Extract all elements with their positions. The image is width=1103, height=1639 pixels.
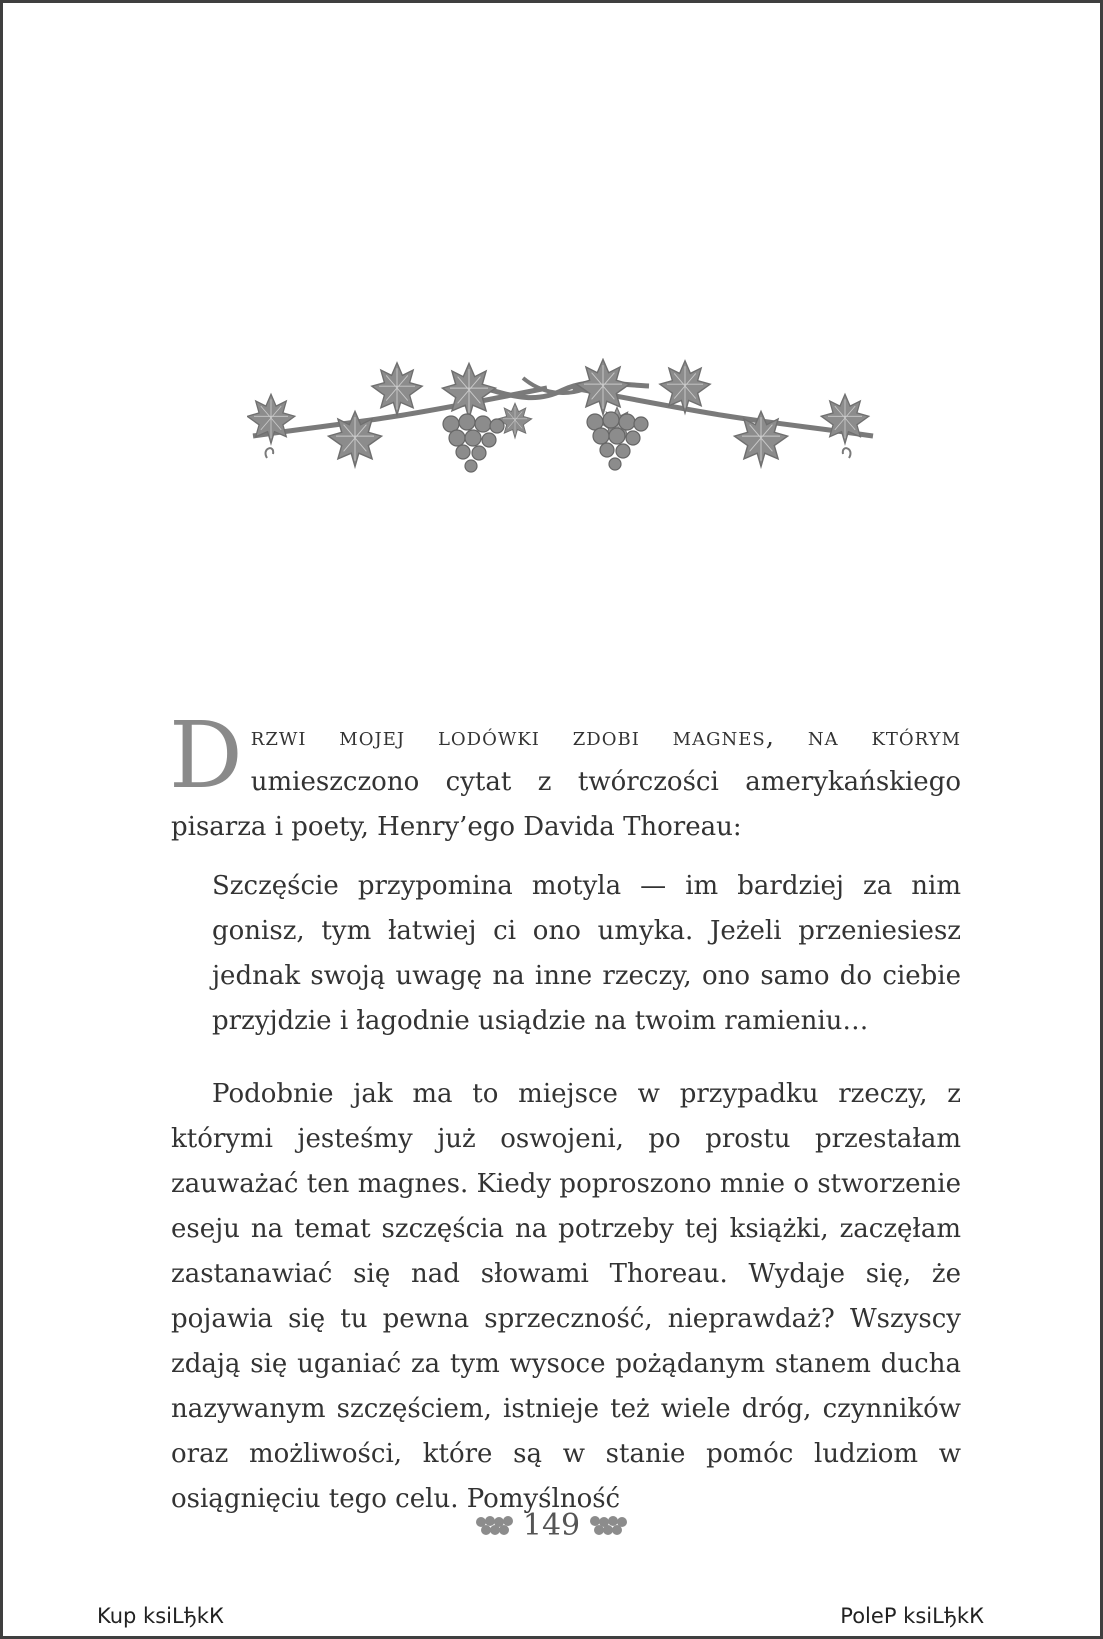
recommend-book-link[interactable]: PoleР ksiLђkК xyxy=(840,1604,984,1628)
opening-paragraph xyxy=(169,702,961,850)
drop-cap: D xyxy=(169,702,243,809)
body-text xyxy=(169,702,961,1522)
grapevine-ornament-icon xyxy=(247,358,879,498)
grape-cluster-icon xyxy=(473,1513,517,1539)
body-paragraph: Podobnie jak ma to miejsce w przypadku rzeczy, z którymi jesteśmy już oswojeni, po prostu przestałam zauważać ten magnes. Kiedy poproszono mnie o stworzenie eseju na temat szczęścia na potrzeby tej książki, zaczęłam zastanawiać się nad słowami Thoreau. Wydaje się, że pojawia się tu pewna sprzeczność, nieprawdaż? Wszyscy zdają się uganiać za tym wysoce pożądanym stanem ducha nazywanym szczęściem, istnieje też wiele dróg, czynników oraz możliwości, które są w stanie pomóc ludziom w osiągnięciu tego celu. Pomyślność xyxy=(171,1079,961,1514)
page-number: 149 xyxy=(522,1508,581,1543)
opening-smallcaps: rzwi mojej lodówki zdobi magnes, na którym xyxy=(250,722,961,752)
buy-book-link[interactable]: Kup ksiLђkК xyxy=(97,1604,224,1628)
opening-text: umieszczono cytat z twórczości amerykańskiego pisarza i poety, Henry’ego Davida Thoreau: xyxy=(171,767,961,842)
grape-cluster-icon xyxy=(586,1513,630,1539)
page-number-row xyxy=(3,1508,1100,1543)
block-quote: Szczęście przypomina motyla — im bardziej za nim gonisz, tym łatwiej ci ono umyka. Jeżeli przeniesiesz jednak swoją uwagę na inne rzeczy, ono samo do ciebie przyjdzie i łagodnie usiądzie na twoim ramieniu… xyxy=(212,871,961,1036)
